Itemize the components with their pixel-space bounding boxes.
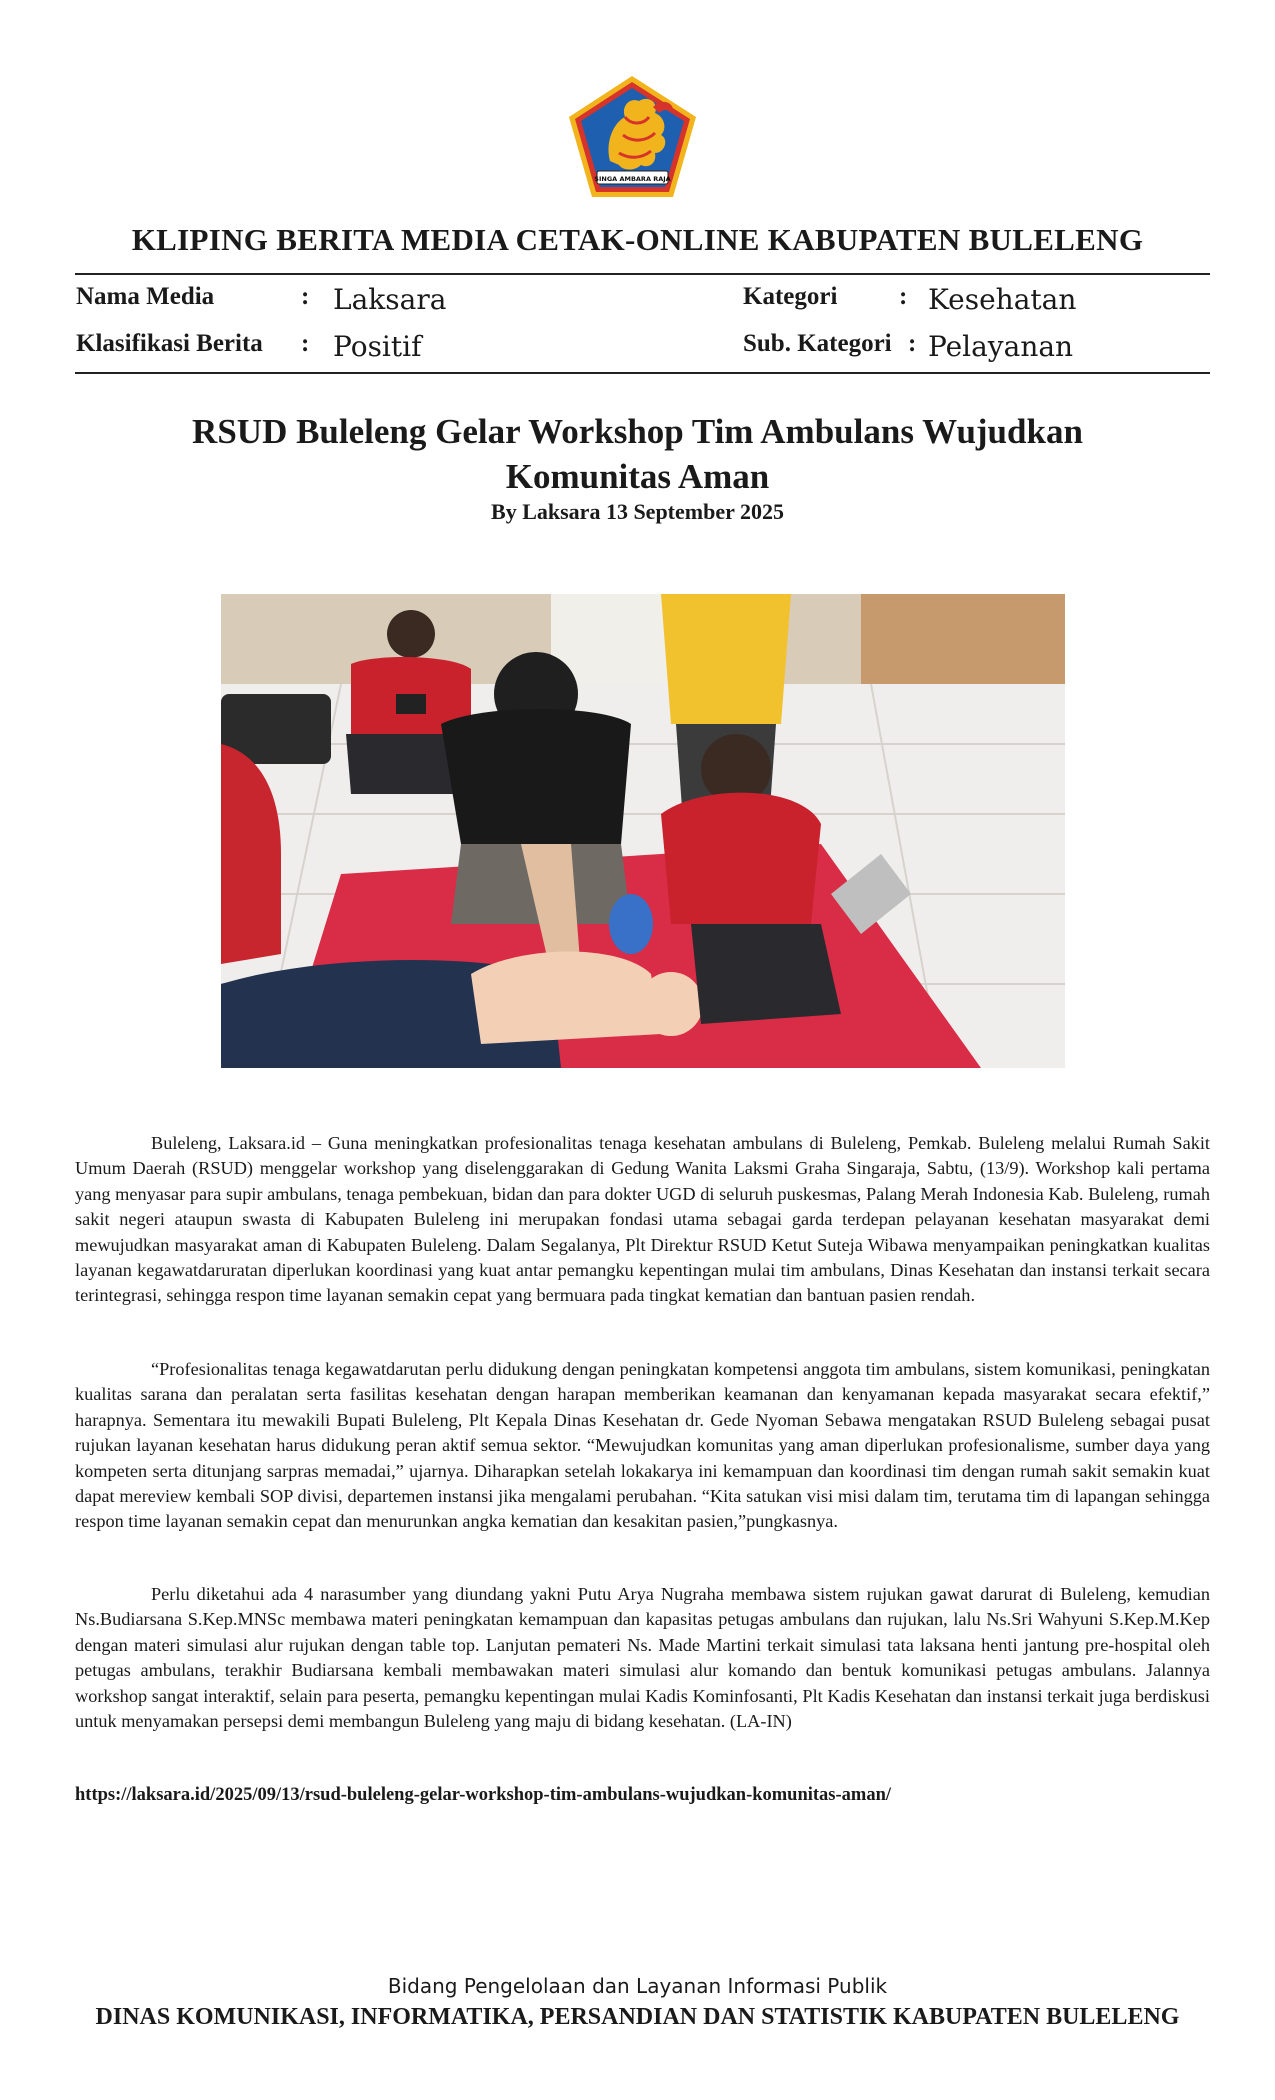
- article-paragraph: “Profesionalitas tenaga kegawatdarutan perlu didukung dengan peningkatan kompetensi anggota tim ambulans, sistem komunikasi, peningkatan kualitas sarana dan peralatan serta fasilitas kesehatan dengan harapan memberikan keamanan dan kenyamanan kepada masyarakat secara efektif,” harapnya. Sementara itu mewakili Bupati Buleleng, Plt Kepala Dinas Kesehatan dr. Gede Nyoman Sebawa mengatakan RSUD Buleleng sebagai pusat rujukan layanan kesehatan harus didukung peran aktif semua sektor. “Mewujudkan komunitas yang aman diperlukan profesionalisme, sumber daya yang kompeten serta ditunjang sarpras memadai,” ujarnya. Diharapkan setelah lokakarya ini kemampuan dan koordinasi tim dengan rumah sakit semakin kuat dapat mereview kembali SOP divisi, departemen instansi jika mengalami perubahan. “Kita satukan visi misi dalam tim, terutama tim di lapangan sehingga respon time layanan semakin cepat dan menurunkan angka kematian dan kesakitan pasien,”pungkasnya.: [75, 1359, 1210, 1532]
- footer-department: Bidang Pengelolaan dan Layanan Informasi Publik: [387, 1974, 888, 1998]
- subcategory-colon: :: [908, 330, 917, 357]
- classification-colon: :: [301, 330, 310, 357]
- media-name-colon: :: [301, 283, 310, 310]
- article-photo: [221, 594, 1065, 1068]
- article-paragraph: Perlu diketahui ada 4 narasumber yang diundang yakni Putu Arya Nugraha membawa sistem rujukan gawat darurat di Buleleng, kemudian Ns.Budiarsana S.Kep.MNSc membawa materi peningkatan kemampuan dan kapasitas petugas ambulans dan rujukan, lalu Ns.Sri Wahyuni S.Kep.M.Kep dengan materi simulasi alur rujukan dengan table top. Lanjutan pemateri Ns. Made Martini terkait simulasi tata laksana henti jantung pre-hospital oleh petugas ambulans, terakhir Budiarsana kembali membawakan materi simulasi alur komando dan bentuk komunikasi petugas ambulans. Jalannya workshop sangat interaktif, selain para peserta, pemangku kepentingan mulai Kadis Kominfosanti, Plt Kadis Kesehatan dan instansi terkait juga berdiskusi untuk menyamakan persepsi demi membangun Buleleng yang maju di bidang kesehatan. (LA-IN): [75, 1584, 1210, 1732]
- top-divider: [75, 273, 1210, 275]
- source-url-link[interactable]: https://laksara.id/2025/09/13/rsud-buleleng-gelar-workshop-tim-ambulans-wujudkan-komunitas-aman/: [75, 1785, 892, 1805]
- category-value: Kesehatan: [928, 283, 1077, 316]
- media-name-value: Laksara: [333, 283, 447, 316]
- classification-label: Klasifikasi Berita: [76, 330, 263, 357]
- category-label: Kategori: [743, 283, 838, 310]
- article-headline: [100, 409, 1175, 499]
- article-paragraph: Buleleng, Laksara.id – Guna meningkatkan profesionalitas tenaga kesehatan ambulans di Buleleng, Pemkab. Buleleng melalui Rumah Sakit Umum Daerah (RSUD) menggelar workshop yang diselenggarakan di Gedung Wanita Laksmi Graha Singaraja, Sabtu, (13/9). Workshop kali pertama yang menyasar para supir ambulans, tenaga pembekuan, bidan dan para dokter UGD di seluruh puskesmas, Palang Merah Indonesia Kab. Buleleng, rumah sakit negeri ataupun swasta di Kabupaten Buleleng ini merupakan fondasi utama sebagai garda terdepan pelayanan kesehatan masyarakat demi mewujudkan masyarakat aman di Kabupaten Buleleng. Dalam Segalanya, Plt Direktur RSUD Ketut Suteja Wibawa menyampaikan peningkatkan kualitas layanan kegawatdaruratan diperlukan koordinasi yang kuat antar pemangku kepentingan mulai tim ambulans, Dinas Kesehatan dan instansi terkait secara terintegrasi, sehingga respon time layanan semakin cepat yang bermuara pada tingkat kematian dan bantuan pasien rendah.: [75, 1133, 1210, 1306]
- category-colon: :: [899, 283, 908, 310]
- subcategory-label: Sub. Kategori: [743, 330, 892, 357]
- crest-motto: SINGA AMBARA RAJA: [594, 175, 671, 183]
- media-name-label: Nama Media: [76, 283, 215, 310]
- subcategory-value: Pelayanan: [928, 330, 1074, 363]
- headline-line-2: Komunitas Aman: [505, 457, 770, 496]
- article-byline: By Laksara 13 September 2025: [491, 499, 784, 524]
- clipping-title: KLIPING BERITA MEDIA CETAK-ONLINE KABUPATEN BULELENG: [131, 222, 1144, 257]
- classification-value: Positif: [333, 330, 422, 363]
- headline-line-1: RSUD Buleleng Gelar Workshop Tim Ambulans Wujudkan: [192, 412, 1083, 451]
- meta-divider: [75, 372, 1210, 374]
- footer-agency: DINAS KOMUNIKASI, INFORMATIKA, PERSANDIAN DAN STATISTIK KABUPATEN BULELENG: [95, 2004, 1180, 2030]
- buleleng-crest-logo: [565, 73, 700, 201]
